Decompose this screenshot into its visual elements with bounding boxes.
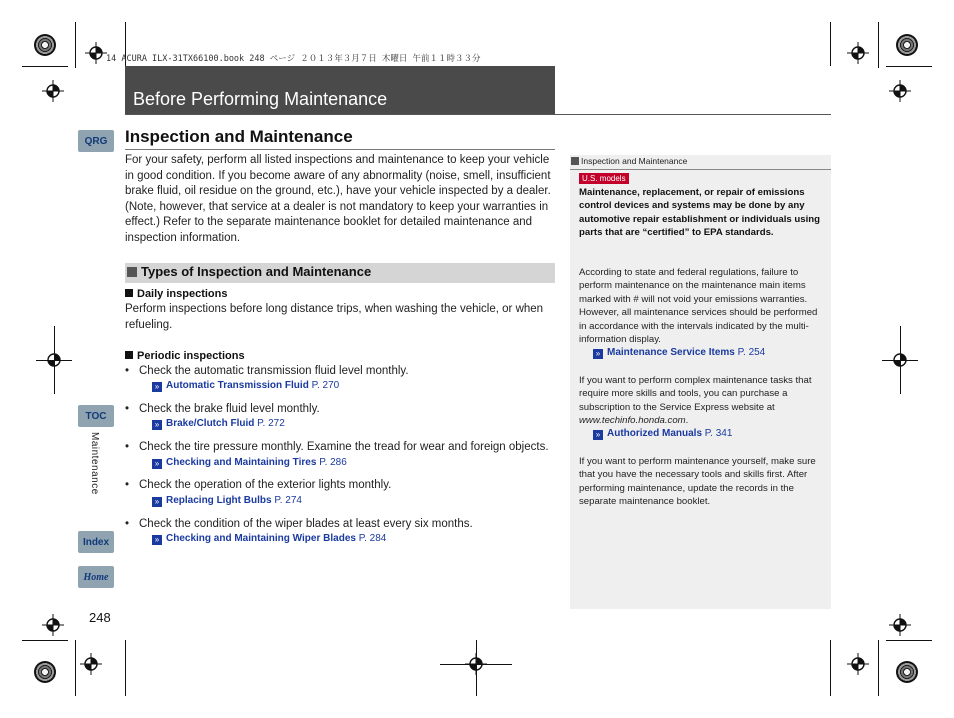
region-badge: U.S. models [579, 173, 629, 184]
index-tab[interactable]: Index [78, 531, 114, 553]
registration-target-icon [889, 349, 911, 371]
cross-reference[interactable]: » Checking and Maintaining Tires P. 286 [152, 457, 347, 469]
emissions-note: Maintenance, replacement, or repair of emissions control devices and systems may be done by any automotive repair establishment or individuals using parts that are “certified” to EPA standards. [579, 187, 820, 239]
cross-reference[interactable]: » Authorized Manuals P. 341 [593, 428, 732, 440]
link-arrow-icon: » [593, 430, 603, 440]
list-item: • Check the operation of the exterior lights monthly. [125, 479, 392, 491]
home-tab[interactable]: Home [78, 566, 114, 588]
link-arrow-icon: » [152, 420, 162, 430]
color-rosette-icon [896, 661, 918, 683]
registration-target-icon [42, 80, 64, 102]
square-bullet-icon [571, 157, 579, 165]
color-rosette-icon [34, 661, 56, 683]
square-bullet-icon [125, 289, 133, 297]
registration-target-icon [889, 614, 911, 636]
qrg-tab[interactable]: QRG [78, 130, 114, 152]
registration-target-icon [43, 349, 65, 371]
sidebar-paragraph: According to state and federal regulations, failure to perform maintenance on the maintenance main items marked with # will not void your emissions warranties. However, all maintenance services should be performed in accordance with the intervals indicated by the multi-information display. [579, 267, 818, 346]
list-item: • Check the tire pressure monthly. Examine the tread for wear and foreign objects. [125, 441, 549, 453]
cross-reference[interactable]: » Checking and Maintaining Wiper Blades P. 284 [152, 533, 386, 545]
print-header: 14 ACURA ILX-31TX66100.book 248 ページ ２０１３年３月７日 木曜日 午前１１時３３分 [106, 54, 481, 64]
cross-reference[interactable]: » Automatic Transmission Fluid P. 270 [152, 380, 339, 392]
chapter-side-label: Maintenance [89, 432, 100, 495]
toc-tab[interactable]: TOC [78, 405, 114, 427]
sidebar-paragraph: If you want to perform maintenance yourself, make sure that you have the necessary tools and skills first. After performing maintenance, update the records in the separate maintenance booklet. [579, 456, 816, 508]
registration-target-icon [847, 42, 869, 64]
section-title: Inspection and Maintenance [125, 127, 353, 146]
intro-paragraph: For your safety, perform all listed inspections and maintenance to keep your vehicle in good condition. If you become aware of any abnormality (noise, smell, insufficient brake fluid, oil residue on the ground, etc.), have your vehicle inspected by a dealer. (Note, however, that service at a dealer is not mandatory to keep your warranties in effect.) Refer to the separate maintenance booklet for detailed maintenance and inspection information. [125, 154, 551, 244]
link-arrow-icon: » [593, 349, 603, 359]
list-item: • Check the condition of the wiper blades at least every six months. [125, 518, 473, 530]
periodic-heading: Periodic inspections [125, 350, 245, 362]
subsection-title: Types of Inspection and Maintenance [141, 264, 372, 279]
registration-target-icon [465, 653, 487, 675]
square-bullet-icon [127, 267, 137, 277]
link-arrow-icon: » [152, 535, 162, 545]
daily-text: Perform inspections before long distance trips, when washing the vehicle, or when refueling. [125, 303, 544, 331]
link-arrow-icon: » [152, 382, 162, 392]
registration-target-icon [42, 614, 64, 636]
website-url[interactable]: www.techinfo.honda.com [579, 415, 686, 427]
sidebar-heading: Inspection and Maintenance [571, 156, 687, 166]
square-bullet-icon [125, 351, 133, 359]
page-number: 248 [89, 610, 111, 625]
chapter-divider [125, 114, 831, 115]
cross-reference[interactable]: » Replacing Light Bulbs P. 274 [152, 495, 302, 507]
list-item: • Check the brake fluid level monthly. [125, 403, 320, 415]
color-rosette-icon [896, 34, 918, 56]
cross-reference[interactable]: » Maintenance Service Items P. 254 [593, 347, 765, 359]
list-item: • Check the automatic transmission fluid level monthly. [125, 365, 409, 377]
sidebar-paragraph: If you want to perform complex maintenance tasks that require more skills and tools, you can purchase a subscription to the Service Express website at www.techinfo.honda.com. [579, 375, 812, 427]
registration-target-icon [847, 653, 869, 675]
cross-reference[interactable]: » Brake/Clutch Fluid P. 272 [152, 418, 285, 430]
color-rosette-icon [34, 34, 56, 56]
chapter-title: Before Performing Maintenance [133, 89, 388, 109]
link-arrow-icon: » [152, 459, 162, 469]
registration-target-icon [85, 42, 107, 64]
registration-target-icon [889, 80, 911, 102]
section-divider [125, 149, 555, 150]
daily-heading: Daily inspections [125, 288, 227, 300]
link-arrow-icon: » [152, 497, 162, 507]
registration-target-icon [80, 653, 102, 675]
